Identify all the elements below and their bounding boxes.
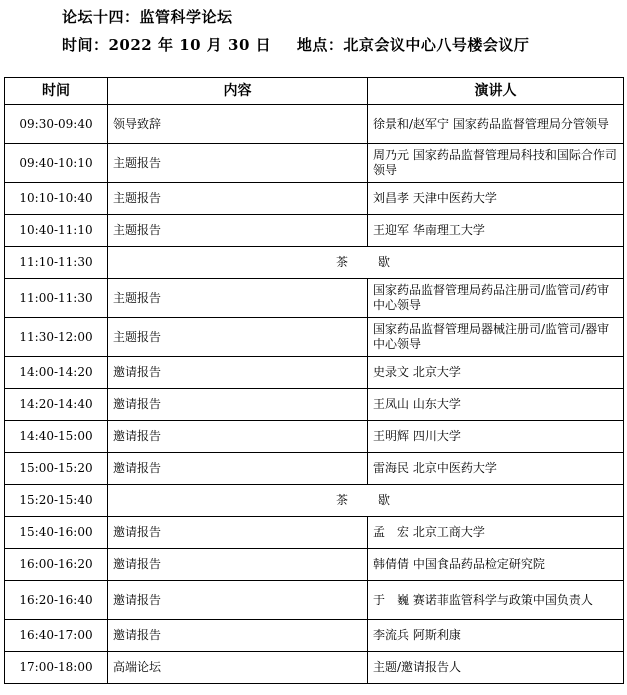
row-speaker: 雷海民 北京中医药大学 bbox=[368, 453, 624, 485]
table-row bbox=[5, 183, 624, 215]
row-speaker: 国家药品监督管理局器械注册司/监管司/器审中心领导 bbox=[368, 318, 624, 357]
header-content: 内容 bbox=[108, 78, 368, 105]
row-speaker: 刘昌孝 天津中医药大学 bbox=[368, 183, 624, 215]
row-speaker: 主题/邀请报告人 bbox=[368, 652, 624, 684]
break-row bbox=[5, 485, 624, 517]
row-time: 16:20-16:40 bbox=[5, 581, 108, 620]
row-time: 14:20-14:40 bbox=[5, 389, 108, 421]
row-content: 邀请报告 bbox=[108, 549, 368, 581]
row-time: 15:40-16:00 bbox=[5, 517, 108, 549]
row-time: 10:10-10:40 bbox=[5, 183, 108, 215]
row-content: 高端论坛 bbox=[108, 652, 368, 684]
forum-subtitle bbox=[62, 34, 529, 55]
table-row bbox=[5, 279, 624, 318]
row-time: 16:00-16:20 bbox=[5, 549, 108, 581]
row-break: 茶歇 bbox=[108, 247, 624, 279]
row-speaker: 韩倩倩 中国食品药品检定研究院 bbox=[368, 549, 624, 581]
table-row bbox=[5, 105, 624, 144]
row-speaker: 国家药品监督管理局药品注册司/监管司/药审中心领导 bbox=[368, 279, 624, 318]
table-row bbox=[5, 357, 624, 389]
row-content: 邀请报告 bbox=[108, 389, 368, 421]
row-time: 16:40-17:00 bbox=[5, 620, 108, 652]
row-time: 09:30-09:40 bbox=[5, 105, 108, 144]
row-time: 11:00-11:30 bbox=[5, 279, 108, 318]
table-row bbox=[5, 453, 624, 485]
row-time: 09:40-10:10 bbox=[5, 144, 108, 183]
schedule-body bbox=[5, 105, 624, 684]
schedule-table bbox=[4, 77, 624, 684]
table-row bbox=[5, 318, 624, 357]
header-time: 时间 bbox=[5, 78, 108, 105]
table-header-row bbox=[5, 78, 624, 105]
row-speaker: 史录文 北京大学 bbox=[368, 357, 624, 389]
row-time: 11:30-12:00 bbox=[5, 318, 108, 357]
row-break: 茶歇 bbox=[108, 485, 624, 517]
table-row bbox=[5, 389, 624, 421]
forum-place: 地点：北京会议中心八号楼会议厅 bbox=[296, 36, 530, 54]
table-row bbox=[5, 620, 624, 652]
row-time: 15:00-15:20 bbox=[5, 453, 108, 485]
row-content: 主题报告 bbox=[108, 183, 368, 215]
row-speaker: 徐景和/赵军宁 国家药品监督管理局分管领导 bbox=[368, 105, 624, 144]
row-content: 邀请报告 bbox=[108, 620, 368, 652]
row-time: 15:20-15:40 bbox=[5, 485, 108, 517]
header-speaker: 演讲人 bbox=[368, 78, 624, 105]
row-time: 17:00-18:00 bbox=[5, 652, 108, 684]
row-speaker: 李流兵 阿斯利康 bbox=[368, 620, 624, 652]
table-row bbox=[5, 652, 624, 684]
forum-title: 论坛十四：监管科学论坛 bbox=[62, 8, 233, 26]
row-speaker: 王凤山 山东大学 bbox=[368, 389, 624, 421]
row-content: 主题报告 bbox=[108, 144, 368, 183]
row-content: 邀请报告 bbox=[108, 421, 368, 453]
forum-time: 时间：2022 年 10 月 30 日 bbox=[62, 36, 272, 54]
row-content: 主题报告 bbox=[108, 215, 368, 247]
table-row bbox=[5, 421, 624, 453]
row-content: 主题报告 bbox=[108, 318, 368, 357]
row-content: 主题报告 bbox=[108, 279, 368, 318]
table-row bbox=[5, 549, 624, 581]
row-time: 10:40-11:10 bbox=[5, 215, 108, 247]
table-row bbox=[5, 581, 624, 620]
row-content: 领导致辞 bbox=[108, 105, 368, 144]
row-speaker: 王迎军 华南理工大学 bbox=[368, 215, 624, 247]
row-time: 11:10-11:30 bbox=[5, 247, 108, 279]
table-row bbox=[5, 517, 624, 549]
row-speaker: 王明辉 四川大学 bbox=[368, 421, 624, 453]
table-row bbox=[5, 144, 624, 183]
row-time: 14:00-14:20 bbox=[5, 357, 108, 389]
row-speaker: 周乃元 国家药品监督管理局科技和国际合作司领导 bbox=[368, 144, 624, 183]
table-row bbox=[5, 215, 624, 247]
break-row bbox=[5, 247, 624, 279]
row-content: 邀请报告 bbox=[108, 357, 368, 389]
row-speaker: 于 巍 赛诺菲监管科学与政策中国负责人 bbox=[368, 581, 624, 620]
row-content: 邀请报告 bbox=[108, 453, 368, 485]
row-content: 邀请报告 bbox=[108, 581, 368, 620]
row-speaker: 孟 宏 北京工商大学 bbox=[368, 517, 624, 549]
row-time: 14:40-15:00 bbox=[5, 421, 108, 453]
row-content: 邀请报告 bbox=[108, 517, 368, 549]
